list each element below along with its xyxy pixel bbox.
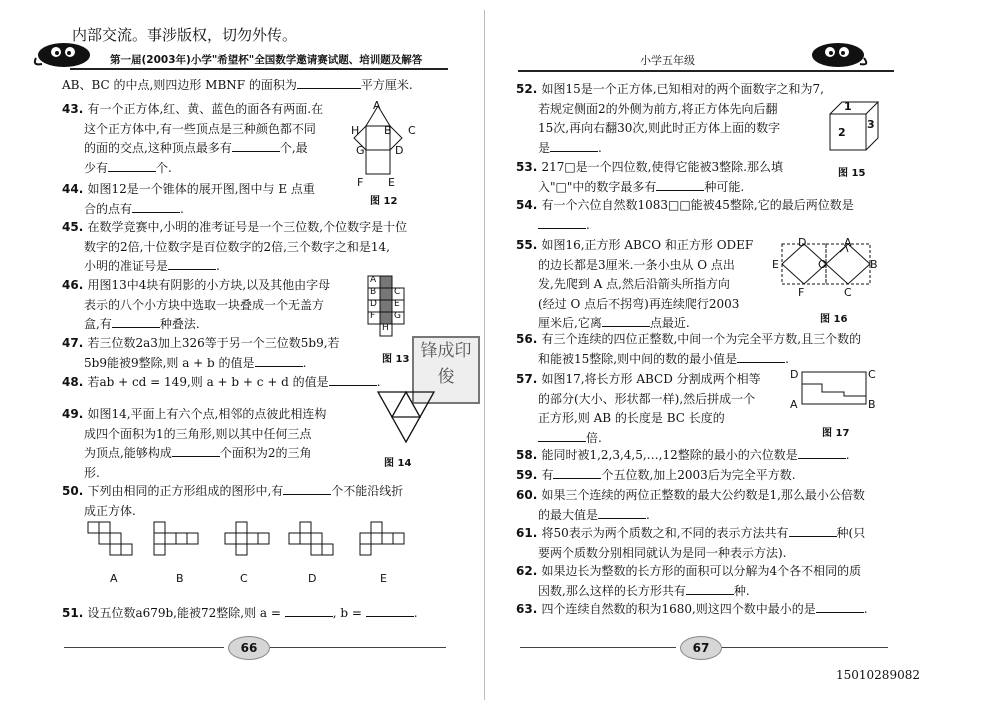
figure-17-rectangle-diagram <box>800 370 870 410</box>
question-number: 57. <box>516 372 542 386</box>
question-line: 表示的八个小方块中选取一块叠成一个无盖方 <box>84 297 325 312</box>
question-line: 60. 如果三个连续的两位正整数的最大公约数是1,那么最小公倍数 <box>516 488 865 502</box>
question-line: 小明的准证号是 . <box>84 259 220 273</box>
left-question-44 <box>62 180 362 219</box>
question-number: 62. <box>516 564 542 578</box>
figure-15-caption: 图 15 <box>838 168 866 179</box>
question-number: 55. <box>516 238 542 252</box>
fig16-label-b: B <box>870 258 878 271</box>
fig15-face-3: 3 <box>867 118 875 131</box>
question-line: 和能被15整除,则中间的数的最小值是 . <box>538 351 789 366</box>
question-number: 56. <box>516 332 542 346</box>
question-number: 61. <box>516 526 542 540</box>
left-question-43 <box>62 100 362 178</box>
q50-options-diagram <box>86 520 416 568</box>
answer-blank <box>366 604 414 617</box>
question-line: 这个正方体中,有一些顶点是三种颜色都不同 <box>84 121 316 136</box>
question-number: 58. <box>516 448 542 462</box>
question-line: 59. 有 个五位数,加上2003后为完全平方数. <box>516 468 796 482</box>
question-line: 正方形,则 AB 的长度是 BC 长度的 <box>538 411 725 425</box>
question-number: 54. <box>516 198 542 212</box>
figure-16-caption: 图 16 <box>820 314 848 325</box>
answer-blank <box>283 482 331 495</box>
question-line: . <box>516 216 896 236</box>
answer-blank <box>789 524 837 537</box>
left-footer-rule-1 <box>64 647 224 648</box>
left-question-49 <box>62 405 362 483</box>
fig17-label-a: A <box>790 398 798 411</box>
left-question-50 <box>62 482 462 521</box>
question-number: 52. <box>516 82 542 96</box>
question-line: 46. 用图13中4块有阴影的小方块,以及其他由字母 <box>62 278 331 292</box>
answer-blank <box>132 200 180 213</box>
answer-blank <box>172 444 220 457</box>
fig13-label-d: D <box>370 299 377 309</box>
fig13-label-c: C <box>394 287 401 297</box>
right-question-56 <box>516 330 916 369</box>
figure-15-cube-diagram <box>826 100 886 156</box>
question-line: 58. 能同时被1,2,3,4,5,…,12整除的最小的六位数是 . <box>516 448 850 462</box>
figure-16-squares-diagram <box>780 240 880 290</box>
right-question-58 <box>516 446 916 466</box>
right-question-63 <box>516 600 916 620</box>
answer-blank <box>602 314 650 327</box>
question-line: 因数,那么这样的长方形共有 种. <box>538 583 750 598</box>
question-line: 53. 217□是一个四位数,使得它能被3整除.那么填 <box>516 160 783 174</box>
answer-blank <box>538 216 586 229</box>
right-question-61 <box>516 524 916 563</box>
right-question-60 <box>516 486 916 525</box>
fig15-face-1: 1 <box>844 100 852 113</box>
question-line: 51. 设五位数a679b,能被72整除,则 a = , b = . <box>62 606 418 620</box>
answer-blank <box>297 76 361 89</box>
question-line: 成正方体. <box>84 503 136 518</box>
fig12-label-g: G <box>356 144 365 157</box>
fig17-label-c: C <box>868 368 876 381</box>
left-footer-rule-2 <box>270 647 446 648</box>
question-line: 44. 如图12是一个锥体的展开图,图中与 E 点重 <box>62 182 315 196</box>
question-line: 为顶点,能够构成 个面积为2的三角 <box>84 446 312 460</box>
left-page-number: 66 <box>228 636 270 660</box>
question-number: 48. <box>62 375 88 389</box>
fig12-label-d: D <box>395 144 404 157</box>
question-line: 61. 将50表示为两个质数之和,不同的表示方法共有 种(只 <box>516 526 866 540</box>
answer-blank <box>737 350 785 363</box>
question-line: AB、BC 的中点,则四边形 MBNF 的面积为 平方厘米. <box>62 78 413 92</box>
question-line: 的边长都是3厘米.一条小虫从 O 点出 <box>538 257 735 272</box>
question-line: 厘米后,它离 点最近. <box>538 316 690 330</box>
answer-blank <box>285 604 333 617</box>
question-number: 44. <box>62 182 88 196</box>
figure-14-triangle-diagram <box>376 390 436 446</box>
right-page-number: 67 <box>680 636 722 660</box>
fig12-label-a: A <box>373 99 381 112</box>
question-number: 51. <box>62 606 88 620</box>
fig12-label-h: H <box>351 124 360 137</box>
left-question-47 <box>62 334 362 373</box>
question-line: 54. 有一个六位自然数1083□□能被45整除,它的最后两位数是 <box>516 198 854 212</box>
fig16-label-d: D <box>798 236 807 249</box>
question-line: 少有 个. <box>84 160 172 175</box>
left-question-48 <box>62 373 392 393</box>
question-line: (经过 O 点后不拐弯)再连续爬行2003 <box>538 296 740 311</box>
right-question-62 <box>516 562 916 601</box>
question-line: 成四个面积为1的三角形,则以其中任何三点 <box>84 426 312 441</box>
answer-blank <box>112 315 160 328</box>
question-number: 43. <box>62 102 88 116</box>
question-number: 63. <box>516 602 542 616</box>
answer-blank <box>798 446 846 459</box>
left-page-header: 第一届(2003年)小学"希望杯"全国数学邀请赛试题、培训题及解答 <box>110 54 423 66</box>
fig12-label-f: F <box>357 176 364 189</box>
right-question-55 <box>516 236 796 334</box>
fig16-label-e: E <box>772 258 779 271</box>
question-line: 的面的交点,这种顶点最多有 个,最 <box>84 141 308 155</box>
question-number: 59. <box>516 468 542 482</box>
q50-option-a-label: A <box>110 572 118 585</box>
question-number: 49. <box>62 407 88 421</box>
question-line: 发,先爬到 A 点,然后沿箭头所指方向 <box>538 277 730 291</box>
figure-12-caption: 图 12 <box>370 196 398 207</box>
right-question-54 <box>516 196 896 235</box>
right-question-57 <box>516 368 799 448</box>
fig17-label-d: D <box>790 368 799 381</box>
answer-blank <box>232 139 280 152</box>
fig16-label-a: A <box>844 236 852 249</box>
question-line: 形. <box>84 465 100 480</box>
answer-blank <box>255 354 303 367</box>
answer-blank <box>550 139 598 152</box>
answer-blank <box>553 466 601 479</box>
answer-blank <box>329 373 377 386</box>
question-line: 52. 如图15是一个正方体,已知相对的两个面数字之和为7, <box>516 82 824 96</box>
fig13-label-e: E <box>394 299 400 309</box>
fig13-label-a: A <box>370 275 377 285</box>
question-line: 49. 如图14,平面上有六个点,相邻的点彼此相连构 <box>62 407 327 421</box>
question-number: 47. <box>62 336 88 350</box>
question-line: 43. 有一个正方体,红、黄、蓝色的面各有两面.在 <box>62 102 324 116</box>
right-footer-rule-1 <box>520 647 676 648</box>
question-line: 要两个质数分别相同就认为是同一种表示方法). <box>538 545 787 560</box>
question-line: 15次,再向右翻30次,则此时正方体上面的数字 <box>538 121 781 135</box>
right-question-59 <box>516 466 916 486</box>
question-line: 若规定侧面2的外侧为前方,将正方体先向后翻 <box>538 101 778 116</box>
q50-option-d-label: D <box>308 572 317 585</box>
q50-option-e-label: E <box>380 572 387 585</box>
question-number: 45. <box>62 220 88 234</box>
question-line: 55. 如图16,正方形 ABCO 和正方形 ODEF <box>516 238 754 252</box>
left-question-45 <box>62 218 462 277</box>
q50-option-c-label: C <box>240 572 248 585</box>
question-line: 56. 有三个连续的四位正整数,中间一个为完全平方数,且三个数的 <box>516 332 862 346</box>
answer-blank <box>108 159 156 172</box>
figure-13-caption: 图 13 <box>382 354 410 365</box>
answer-blank <box>598 506 646 519</box>
fig13-label-f: F <box>370 311 376 321</box>
q50-option-b-label: B <box>176 572 184 585</box>
fig13-label-g: G <box>394 311 401 321</box>
question-line: 5b9能被9整除,则 a + b 的值是 . <box>84 355 307 370</box>
mascot-right-icon <box>808 38 872 68</box>
fig16-label-c: C <box>844 286 852 299</box>
question-line: 47. 若三位数2a3加上326等于另一个三位数5b9,若 <box>62 336 340 350</box>
question-line: 入"□"中的数字最多有 种可能. <box>538 179 745 194</box>
question-line: 48. 若ab + cd = 149,则 a + b + c + d 的值是 . <box>62 375 381 389</box>
answer-blank <box>686 582 734 595</box>
fig13-label-b: B <box>370 287 377 297</box>
fig16-label-o: O <box>818 258 827 271</box>
question-line: 合的点有 . <box>84 201 184 216</box>
fig13-label-h: H <box>382 323 389 333</box>
right-page-header: 小学五年级 <box>640 54 695 67</box>
question-line: 的部分(大小、形状都一样),然后拼成一个 <box>538 391 756 406</box>
question-line: 数字的2倍,十位数字是百位数字的2倍,三个数字之和是14, <box>84 239 390 254</box>
question-line: 是 . <box>538 140 602 155</box>
figure-17-caption: 图 17 <box>822 428 850 439</box>
fig12-label-e: E <box>388 176 395 189</box>
fig17-label-b: B <box>868 398 876 411</box>
left-question-cont <box>62 76 462 96</box>
question-line: 57. 如图17,将长方形 ABCD 分割成两个相等 <box>516 372 761 386</box>
question-line: 倍. <box>516 429 796 449</box>
left-question-46 <box>62 276 362 335</box>
answer-blank <box>656 178 704 191</box>
left-question-51 <box>62 604 462 624</box>
question-line: 62. 如果边长为整数的长方形的面积可以分解为4个各不相同的质 <box>516 564 862 578</box>
phone-number: 15010289082 <box>836 668 920 682</box>
seal-stamp: 锋成印俊 <box>412 336 480 404</box>
right-footer-rule-2 <box>722 647 888 648</box>
question-number: 46. <box>62 278 88 292</box>
answer-blank <box>168 257 216 270</box>
copyright-note: 内部交流。事涉版权，切勿外传。 <box>72 26 298 44</box>
question-number: 50. <box>62 484 88 498</box>
mascot-left-icon <box>32 38 92 68</box>
question-line: 的最大值是 . <box>538 507 650 522</box>
question-line: 45. 在数学竞赛中,小明的准考证号是一个三位数,个位数字是十位 <box>62 220 408 234</box>
left-header-rule <box>70 68 448 70</box>
figure-14-caption: 图 14 <box>384 458 412 469</box>
question-line: 50. 下列由相同的正方形组成的图形中,有 个不能沿线折 <box>62 484 404 498</box>
fig12-label-b: B <box>384 124 392 137</box>
question-line: 盒,有 种叠法. <box>84 317 200 331</box>
question-number: 53. <box>516 160 542 174</box>
question-number: 60. <box>516 488 542 502</box>
book-spine <box>484 10 485 700</box>
fig12-label-c: C <box>408 124 416 137</box>
fig15-face-2: 2 <box>838 126 846 139</box>
answer-blank <box>538 429 586 442</box>
question-line: 63. 四个连续自然数的积为1680,则这四个数中最小的是 . <box>516 602 868 616</box>
answer-blank <box>816 600 864 613</box>
right-header-rule <box>518 70 894 72</box>
fig16-label-f: F <box>798 286 805 299</box>
